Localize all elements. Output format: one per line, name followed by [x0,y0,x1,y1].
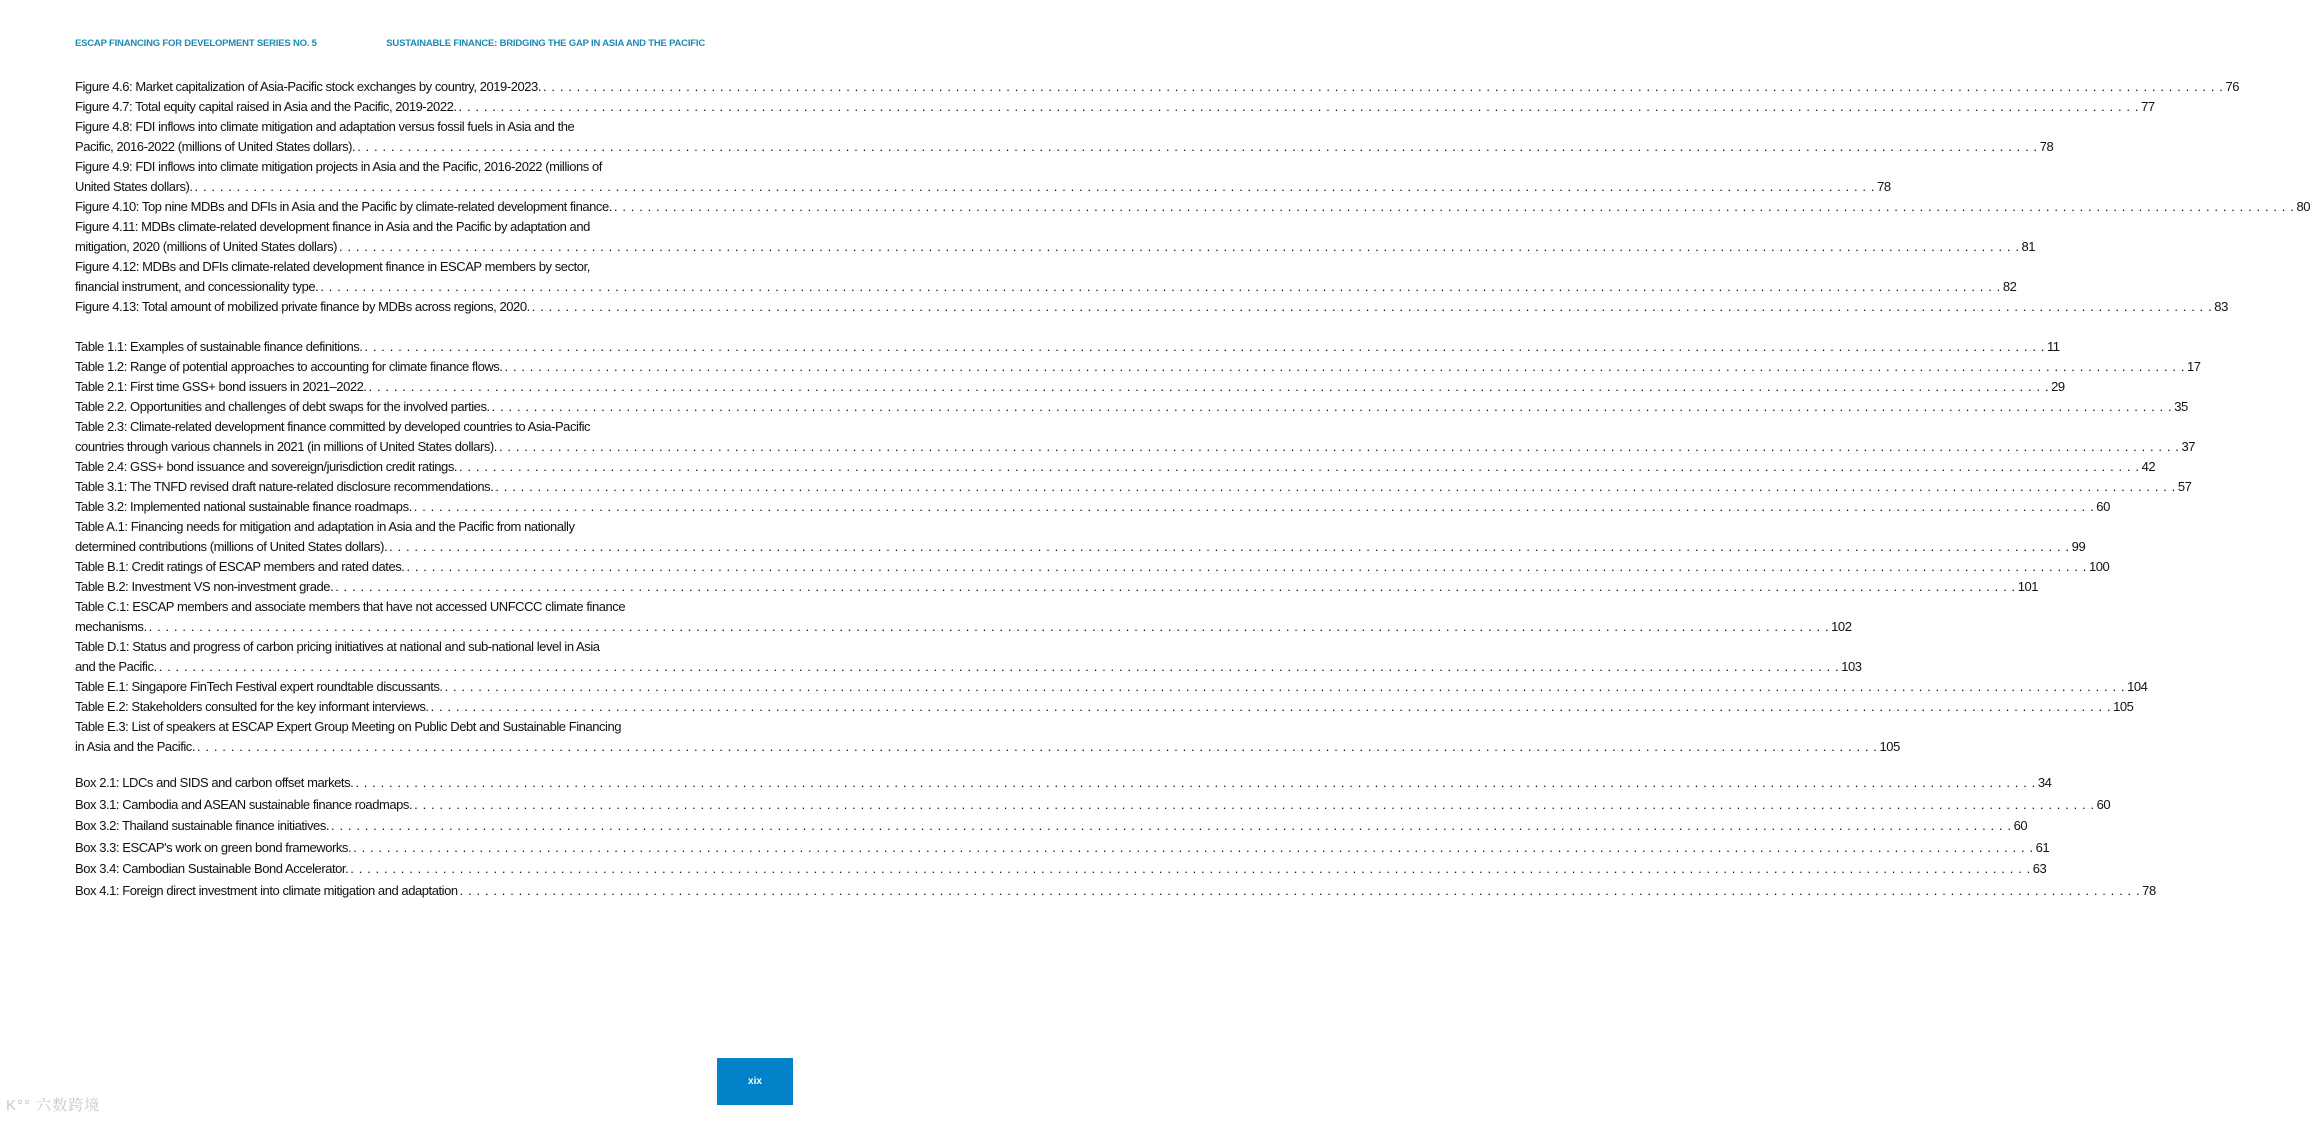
toc-entry[interactable] [75,772,2052,794]
toc-entry[interactable] [75,497,2110,517]
dot-leader: . . . . . . . . . . . . . . . . . . . . . . . . . . . . . . . . . . . . . . . . . . . . . . . . . . . . . . . . . . . . . . . . . . . . . . . . . . . . . . . . . . . . . . . . . . . . . . . . . . . . . . . . . . . . . . . . . . . . . . . . . . . . . . . . . . . . . . . . . . . . . . . . . . . . . . . . . . . . . . . . . . . . . . . . . . . . . . . . . . . . . . . . . . . . . . . . . . . . . . . . [339,239,2020,254]
toc-entry-page: 105 [1879,739,1900,754]
toc-entry-title: mitigation, 2020 (millions of United States dollars) [75,239,338,254]
toc-entry-page: 83 [2214,299,2228,314]
toc-entry[interactable] [75,197,2310,217]
dot-leader: . . . . . . . . . . . . . . . . . . . . . . . . . . . . . . . . . . . . . . . . . . . . . . . . . . . . . . . . . . . . . . . . . . . . . . . . . . . . . . . . . . . . . . . . . . . . . . . . . . . . . . . . . . . . . . . . . . . . . . . . . . . . . . . . . . . . . . . . . . . . . . . . . . . . . . . . . . . . . . . . . . . . . . . . . . . . . . . . . . . . . . . . . . . . . . . . . . . . . . . . [498,439,2180,454]
toc-entry-title: United States dollars). [75,179,193,194]
toc-entry-title: Figure 4.10: Top nine MDBs and DFIs in Asia and the Pacific by climate-related development finance. [75,199,612,214]
dot-leader: . . . . . . . . . . . . . . . . . . . . . . . . . . . . . . . . . . . . . . . . . . . . . . . . . . . . . . . . . . . . . . . . . . . . . . . . . . . . . . . . . . . . . . . . . . . . . . . . . . . . . . . . . . . . . . . . . . . . . . . . . . . . . . . . . . . . . . . . . . . . . . . . . . . . . . . . . . . . . . . . . . . . . . . . . . . . . . . . . . . . . . . . . . . . . . . . . . . . . . . . [350,861,2031,876]
toc-entry-page: 60 [2096,499,2110,514]
list-of-tables [75,337,2201,757]
toc-entry-line [75,197,2310,217]
dot-leader: . . . . . . . . . . . . . . . . . . . . . . . . . . . . . . . . . . . . . . . . . . . . . . . . . . . . . . . . . . . . . . . . . . . . . . . . . . . . . . . . . . . . . . . . . . . . . . . . . . . . . . . . . . . . . . . . . . . . . . . . . . . . . . . . . . . . . . . . . . . . . . . . . . . . . . . . . . . . . . . . . . . . . . . . . . . . . . . . . . . . . . . . . . . . . . . . . . . . . . . . [197,739,1878,754]
toc-entry-page: 29 [2051,379,2065,394]
toc-entry-line [75,637,717,657]
running-header-series: ESCAP FINANCING FOR DEVELOPMENT SERIES NO. 5 [75,38,317,49]
toc-entry-page: 80 [2296,199,2310,214]
toc-entry[interactable] [75,477,2192,497]
toc-entry[interactable] [75,257,2017,297]
toc-entry-line [75,77,2240,97]
toc-entry[interactable] [75,557,2110,577]
toc-entry-title: Figure 4.8: FDI inflows into climate mitigation and adaptation versus fossil fuels in Asia and the [75,119,575,134]
running-header-title: SUSTAINABLE FINANCE: BRIDGING THE GAP IN ASIA AND THE PACIFIC [386,38,705,49]
toc-entry-line [75,717,717,737]
toc-entry-line [75,837,2050,859]
toc-entry-line [75,697,2134,717]
toc-entry[interactable] [75,357,2201,377]
toc-entry-title: Box 4.1: Foreign direct investment into climate mitigation and adaptation [75,882,458,898]
toc-entry-title: in Asia and the Pacific. [75,739,195,754]
toc-entry-title: Table D.1: Status and progress of carbon pricing initiatives at national and sub-national level in Asia [75,639,600,654]
dot-leader: . . . . . . . . . . . . . . . . . . . . . . . . . . . . . . . . . . . . . . . . . . . . . . . . . . . . . . . . . . . . . . . . . . . . . . . . . . . . . . . . . . . . . . . . . . . . . . . . . . . . . . . . . . . . . . . . . . . . . . . . . . . . . . . . . . . . . . . . . . . . . . . . . . . . . . . . . . . . . . . . . . . . . . . . . . . . . . . . . . . . . . . . . . . . . . . . . . . . . . . . [444,679,2126,694]
toc-entry-line [75,437,2196,457]
toc-entry-line [75,517,717,537]
toc-entry-page: 81 [2021,239,2036,254]
toc-entry-line [75,880,2156,902]
toc-entry-line [75,177,1891,197]
toc-entry[interactable] [75,397,2188,417]
toc-entry-page: 61 [2035,839,2050,855]
watermark-logo: K°° 六数跨境 [6,1097,101,1114]
toc-entry[interactable] [75,880,2156,902]
toc-entry-page: 103 [1841,659,1862,674]
dot-leader: . . . . . . . . . . . . . . . . . . . . . . . . . . . . . . . . . . . . . . . . . . . . . . . . . . . . . . . . . . . . . . . . . . . . . . . . . . . . . . . . . . . . . . . . . . . . . . . . . . . . . . . . . . . . . . . . . . . . . . . . . . . . . . . . . . . . . . . . . . . . . . . . . . . . . . . . . . . . . . . . . . . . . . . . . . . . . . . . . . . . . . . . . . . . . . . . . . . . . . . . [459,459,2140,474]
toc-entry[interactable] [75,517,2086,557]
toc-entry-title: Figure 4.6: Market capitalization of Asia-Pacific stock exchanges by country, 2019-2023. [75,79,541,94]
toc-entry[interactable] [75,97,2155,117]
dot-leader: . . . . . . . . . . . . . . . . . . . . . . . . . . . . . . . . . . . . . . . . . . . . . . . . . . . . . . . . . . . . . . . . . . . . . . . . . . . . . . . . . . . . . . . . . . . . . . . . . . . . . . . . . . . . . . . . . . . . . . . . . . . . . . . . . . . . . . . . . . . . . . . . . . . . . . . . . . . . . . . . . . . . . . . . . . . . . . . . . . . . . . . . . . . . . . . . . . . . . . . . [368,379,2050,394]
toc-entry-line [75,577,2039,597]
toc-entry-page: 105 [2113,699,2134,714]
dot-leader: . . . . . . . . . . . . . . . . . . . . . . . . . . . . . . . . . . . . . . . . . . . . . . . . . . . . . . . . . . . . . . . . . . . . . . . . . . . . . . . . . . . . . . . . . . . . . . . . . . . . . . . . . . . . . . . . . . . . . . . . . . . . . . . . . . . . . . . . . . . . . . . . . . . . . . . . . . . . . . . . . . . . . . . . . . . . . . . . . . . . . . . . . . . . . . . . . . . . . . . . [613,199,2295,214]
list-of-boxes [75,772,2156,901]
toc-entry[interactable] [75,637,1862,677]
toc-entry-page: 104 [2127,679,2148,694]
dot-leader: . . . . . . . . . . . . . . . . . . . . . . . . . . . . . . . . . . . . . . . . . . . . . . . . . . . . . . . . . . . . . . . . . . . . . . . . . . . . . . . . . . . . . . . . . . . . . . . . . . . . . . . . . . . . . . . . . . . . . . . . . . . . . . . . . . . . . . . . . . . . . . . . . . . . . . . . . . . . . . . . . . . . . . . . . . . . . . . . . . . . . . . . . . . . . . . . . . . . . . . . [458,99,2140,114]
toc-entry[interactable] [75,697,2134,717]
toc-entry-page: 42 [2141,459,2156,474]
toc-entry-title: Box 3.3: ESCAP's work on green bond frameworks. [75,839,352,855]
dot-leader: . . . . . . . . . . . . . . . . . . . . . . . . . . . . . . . . . . . . . . . . . . . . . . . . . . . . . . . . . . . . . . . . . . . . . . . . . . . . . . . . . . . . . . . . . . . . . . . . . . . . . . . . . . . . . . . . . . . . . . . . . . . . . . . . . . . . . . . . . . . . . . . . . . . . . . . . . . . . . . . . . . . . . . . . . . . . . . . . . . . . . . . . . . . . . . . . . . . . . . . . [491,399,2173,414]
toc-entry-line [75,397,2188,417]
toc-entry-title: Box 2.1: LDCs and SIDS and carbon offset markets. [75,775,354,790]
toc-entry-title: Table E.3: List of speakers at ESCAP Expert Group Meeting on Public Debt and Sustainable Financing [75,719,622,734]
toc-entry-page: 100 [2088,559,2110,574]
dot-leader: . . . . . . . . . . . . . . . . . . . . . . . . . . . . . . . . . . . . . . . . . . . . . . . . . . . . . . . . . . . . . . . . . . . . . . . . . . . . . . . . . . . . . . . . . . . . . . . . . . . . . . . . . . . . . . . . . . . . . . . . . . . . . . . . . . . . . . . . . . . . . . . . . . . . . . . . . . . . . . . . . . . . . . . . . . . . . . . . . . . . . . . . . . . . . . . . . . . . . . . . [353,839,2034,855]
toc-entry-line [75,737,1900,757]
toc-entry-page: 78 [1877,179,1891,194]
toc-entry[interactable] [75,457,2156,477]
toc-entry[interactable] [75,858,2047,880]
toc-entry[interactable] [75,337,2060,357]
toc-entry-title: Pacific, 2016-2022 (millions of United States dollars). [75,139,356,154]
dot-leader: . . . . . . . . . . . . . . . . . . . . . . . . . . . . . . . . . . . . . . . . . . . . . . . . . . . . . . . . . . . . . . . . . . . . . . . . . . . . . . . . . . . . . . . . . . . . . . . . . . . . . . . . . . . . . . . . . . . . . . . . . . . . . . . . . . . . . . . . . . . . . . . . . . . . . . . . . . . . . . . . . . . . . . . . . . . . . . . . . . . . . . . . . . . . . . . . . . . . . . . . [355,775,2036,790]
toc-entry-line [75,677,2148,697]
dot-leader: . . . . . . . . . . . . . . . . . . . . . . . . . . . . . . . . . . . . . . . . . . . . . . . . . . . . . . . . . . . . . . . . . . . . . . . . . . . . . . . . . . . . . . . . . . . . . . . . . . . . . . . . . . . . . . . . . . . . . . . . . . . . . . . . . . . . . . . . . . . . . . . . . . . . . . . . . . . . . . . . . . . . . . . . . . . . . . . . . . . . . . . . . . . . . . . . . . . . . . . . [158,659,1840,674]
dot-leader: . . . . . . . . . . . . . . . . . . . . . . . . . . . . . . . . . . . . . . . . . . . . . . . . . . . . . . . . . . . . . . . . . . . . . . . . . . . . . . . . . . . . . . . . . . . . . . . . . . . . . . . . . . . . . . . . . . . . . . . . . . . . . . . . . . . . . . . . . . . . . . . . . . . . . . . . . . . . . . . . . . . . . . . . . . . . . . . . . . . . . . . . . . . . . . . . . . . . . . . . [320,279,2001,294]
dot-leader: . . . . . . . . . . . . . . . . . . . . . . . . . . . . . . . . . . . . . . . . . . . . . . . . . . . . . . . . . . . . . . . . . . . . . . . . . . . . . . . . . . . . . . . . . . . . . . . . . . . . . . . . . . . . . . . . . . . . . . . . . . . . . . . . . . . . . . . . . . . . . . . . . . . . . . . . . . . . . . . . . . . . . . . . . . . . . . . . . . . . . . . . . . . . . . . . . . . . . . . . [194,179,1876,194]
page-number: xix [717,1058,793,1105]
toc-entry-line [75,617,1852,637]
toc-entry-line [75,657,1862,677]
toc-entry[interactable] [75,837,2050,859]
toc-entry-line [75,794,2111,816]
toc-entry[interactable] [75,597,1852,637]
toc-entry-page: 77 [2141,99,2155,114]
toc-entry-title: Box 3.4: Cambodian Sustainable Bond Accelerator. [75,861,349,876]
dot-leader: . . . . . . . . . . . . . . . . . . . . . . . . . . . . . . . . . . . . . . . . . . . . . . . . . . . . . . . . . . . . . . . . . . . . . . . . . . . . . . . . . . . . . . . . . . . . . . . . . . . . . . . . . . . . . . . . . . . . . . . . . . . . . . . . . . . . . . . . . . . . . . . . . . . . . . . . . . . . . . . . . . . . . . . . . . . . . . . . . . . . . . . . . . . . . . . . . . . . . . . . [364,339,2045,354]
dot-leader: . . . . . . . . . . . . . . . . . . . . . . . . . . . . . . . . . . . . . . . . . . . . . . . . . . . . . . . . . . . . . . . . . . . . . . . . . . . . . . . . . . . . . . . . . . . . . . . . . . . . . . . . . . . . . . . . . . . . . . . . . . . . . . . . . . . . . . . . . . . . . . . . . . . . . . . . . . . . . . . . . . . . . . . . . . . . . . . . . . . . . . . . . . . . . . . . . . . . . . . . [331,818,2012,833]
toc-entry-line [75,597,717,617]
toc-entry-title: determined contributions (millions of United States dollars). [75,539,388,554]
toc-entry-title: Figure 4.9: FDI inflows into climate mitigation projects in Asia and the Pacific, 2016-2022 (millions of [75,159,602,174]
toc-entry-title: Table 3.2: Implemented national sustainable finance roadmaps. [75,499,412,514]
toc-entry-title: mechanisms. [75,619,147,634]
toc-entry-line [75,537,2086,557]
dot-leader: . . . . . . . . . . . . . . . . . . . . . . . . . . . . . . . . . . . . . . . . . . . . . . . . . . . . . . . . . . . . . . . . . . . . . . . . . . . . . . . . . . . . . . . . . . . . . . . . . . . . . . . . . . . . . . . . . . . . . . . . . . . . . . . . . . . . . . . . . . . . . . . . . . . . . . . . . . . . . . . . . . . . . . . . . . . . . . . . . . . . . . . . . . . . . . . . . . . . . . . . [495,479,2176,494]
toc-entry-page: 102 [1831,619,1852,634]
toc-entry-title: countries through various channels in 2021 (in millions of United States dollars). [75,439,497,454]
toc-entry-line [75,357,2201,377]
toc-entry-page: 35 [2174,399,2188,414]
toc-entry-title: Table 2.3: Climate-related development finance committed by developed countries to Asia-Pacific [75,419,591,434]
toc-entry-title: Table 2.4: GSS+ bond issuance and sovereign/jurisdiction credit ratings. [75,459,458,474]
toc-entry-line [75,337,2060,357]
dot-leader: . . . . . . . . . . . . . . . . . . . . . . . . . . . . . . . . . . . . . . . . . . . . . . . . . . . . . . . . . . . . . . . . . . . . . . . . . . . . . . . . . . . . . . . . . . . . . . . . . . . . . . . . . . . . . . . . . . . . . . . . . . . . . . . . . . . . . . . . . . . . . . . . . . . . . . . . . . . . . . . . . . . . . . . . . . . . . . . . . . . . . . . . . . . . . . . . . . . . . . . . [504,359,2186,374]
dot-leader: . . . . . . . . . . . . . . . . . . . . . . . . . . . . . . . . . . . . . . . . . . . . . . . . . . . . . . . . . . . . . . . . . . . . . . . . . . . . . . . . . . . . . . . . . . . . . . . . . . . . . . . . . . . . . . . . . . . . . . . . . . . . . . . . . . . . . . . . . . . . . . . . . . . . . . . . . . . . . . . . . . . . . . . . . . . . . . . . . . . . . . . . . . . . . . . . . . . . . . . . [335,579,2016,594]
toc-entry-title: Table 3.1: The TNFD revised draft nature-related disclosure recommendations. [75,479,494,494]
toc-entry[interactable] [75,377,2065,397]
toc-entry-line [75,297,2228,317]
toc-entry-page: 101 [2017,579,2039,594]
toc-entry-line [75,237,2036,257]
toc-entry-line [75,815,2028,837]
toc-entry-line [75,377,2065,397]
toc-entry-page: 11 [2046,339,2060,354]
toc-entry[interactable] [75,417,2196,457]
toc-entry-title: Figure 4.12: MDBs and DFIs climate-related development finance in ESCAP members by sector, [75,259,590,274]
dot-leader: . . . . . . . . . . . . . . . . . . . . . . . . . . . . . . . . . . . . . . . . . . . . . . . . . . . . . . . . . . . . . . . . . . . . . . . . . . . . . . . . . . . . . . . . . . . . . . . . . . . . . . . . . . . . . . . . . . . . . . . . . . . . . . . . . . . . . . . . . . . . . . . . . . . . . . . . . . . . . . . . . . . . . . . . . . . . . . . . . . . . . . . . . . . . . . . . . . . . . . . . [542,79,2224,94]
toc-entry-title: Table E.2: Stakeholders consulted for the key informant interviews. [75,699,429,714]
toc-entry[interactable] [75,815,2028,837]
toc-entry-page: 60 [2013,818,2028,833]
toc-entry[interactable] [75,217,2036,257]
toc-entry-title: Figure 4.13: Total amount of mobilized private finance by MDBs across regions, 2020. [75,299,530,314]
toc-entry-title: Box 3.2: Thailand sustainable finance initiatives. [75,818,330,833]
dot-leader: . . . . . . . . . . . . . . . . . . . . . . . . . . . . . . . . . . . . . . . . . . . . . . . . . . . . . . . . . . . . . . . . . . . . . . . . . . . . . . . . . . . . . . . . . . . . . . . . . . . . . . . . . . . . . . . . . . . . . . . . . . . . . . . . . . . . . . . . . . . . . . . . . . . . . . . . . . . . . . . . . . . . . . . . . . . . . . . . . . . . . . . . . . . . . . . . . . . . . . . . [389,539,2070,554]
watermark-text: 六数跨境 [36,1097,101,1114]
toc-entry[interactable] [75,117,2054,157]
toc-entry-line [75,557,2110,577]
toc-entry-page: 63 [2032,861,2047,876]
toc-entry[interactable] [75,77,2240,97]
toc-entry-page: 57 [2177,479,2192,494]
toc-entry-title: Table C.1: ESCAP members and associate members that have not accessed UNFCCC climate finance [75,599,626,614]
toc-entry-line [75,277,2017,297]
toc-entry-title: Table E.1: Singapore FinTech Festival expert roundtable discussants. [75,679,443,694]
dot-leader: . . . . . . . . . . . . . . . . . . . . . . . . . . . . . . . . . . . . . . . . . . . . . . . . . . . . . . . . . . . . . . . . . . . . . . . . . . . . . . . . . . . . . . . . . . . . . . . . . . . . . . . . . . . . . . . . . . . . . . . . . . . . . . . . . . . . . . . . . . . . . . . . . . . . . . . . . . . . . . . . . . . . . . . . . . . . . . . . . . . . . . . . . . . . . . . . . . . . . . . . [148,619,1830,634]
dot-leader: . . . . . . . . . . . . . . . . . . . . . . . . . . . . . . . . . . . . . . . . . . . . . . . . . . . . . . . . . . . . . . . . . . . . . . . . . . . . . . . . . . . . . . . . . . . . . . . . . . . . . . . . . . . . . . . . . . . . . . . . . . . . . . . . . . . . . . . . . . . . . . . . . . . . . . . . . . . . . . . . . . . . . . . . . . . . . . . . . . . . . . . . . . . . . . . . . . . . . . . . [413,499,2095,514]
toc-entry-title: Figure 4.11: MDBs climate-related development finance in Asia and the Pacific by adaptation and [75,219,590,234]
dot-leader: . . . . . . . . . . . . . . . . . . . . . . . . . . . . . . . . . . . . . . . . . . . . . . . . . . . . . . . . . . . . . . . . . . . . . . . . . . . . . . . . . . . . . . . . . . . . . . . . . . . . . . . . . . . . . . . . . . . . . . . . . . . . . . . . . . . . . . . . . . . . . . . . . . . . . . . . . . . . . . . . . . . . . . . . . . . . . . . . . . . . . . . . . . . . . . . . . . . . . . . . [459,882,2141,898]
toc-entry-title: Table 2.1: First time GSS+ bond issuers in 2021–2022. [75,379,367,394]
toc-entry[interactable] [75,157,1891,197]
toc-entry-line [75,457,2156,477]
toc-entry-title: Table 1.1: Examples of sustainable finance definitions. [75,339,363,354]
toc-entry-line [75,97,2155,117]
toc-entry-line [75,417,717,437]
toc-entry-line [75,217,717,237]
toc-entry-page: 78 [2142,882,2156,898]
toc-entry-page: 76 [2225,79,2240,94]
toc-entry-title: Table 2.2. Opportunities and challenges of debt swaps for the involved parties. [75,399,490,414]
toc-entry-title: Figure 4.7: Total equity capital raised in Asia and the Pacific, 2019-2022. [75,99,457,114]
toc-entry-page: 37 [2181,439,2196,454]
toc-entry-title: financial instrument, and concessionality type. [75,279,319,294]
toc-entry[interactable] [75,677,2148,697]
toc-entry-title: Table A.1: Financing needs for mitigation and adaptation in Asia and the Pacific from nationally [75,519,575,534]
toc-entry-title: and the Pacific. [75,659,157,674]
toc-entry-title: Table B.2: Investment VS non-investment grade. [75,579,334,594]
toc-entry-line [75,257,717,277]
toc-entry-title: Box 3.1: Cambodia and ASEAN sustainable finance roadmaps. [75,796,413,812]
toc-entry-line [75,772,2052,794]
dot-leader: . . . . . . . . . . . . . . . . . . . . . . . . . . . . . . . . . . . . . . . . . . . . . . . . . . . . . . . . . . . . . . . . . . . . . . . . . . . . . . . . . . . . . . . . . . . . . . . . . . . . . . . . . . . . . . . . . . . . . . . . . . . . . . . . . . . . . . . . . . . . . . . . . . . . . . . . . . . . . . . . . . . . . . . . . . . . . . . . . . . . . . . . . . . . . . . . . . . . . . . . [414,796,2095,812]
toc-entry-page: 34 [2037,775,2052,790]
dot-leader: . . . . . . . . . . . . . . . . . . . . . . . . . . . . . . . . . . . . . . . . . . . . . . . . . . . . . . . . . . . . . . . . . . . . . . . . . . . . . . . . . . . . . . . . . . . . . . . . . . . . . . . . . . . . . . . . . . . . . . . . . . . . . . . . . . . . . . . . . . . . . . . . . . . . . . . . . . . . . . . . . . . . . . . . . . . . . . . . . . . . . . . . . . . . . . . . . . . . . . . . [531,299,2213,314]
toc-entry-page: 78 [2039,139,2054,154]
toc-entry-page: 17 [2187,359,2201,374]
dot-leader: . . . . . . . . . . . . . . . . . . . . . . . . . . . . . . . . . . . . . . . . . . . . . . . . . . . . . . . . . . . . . . . . . . . . . . . . . . . . . . . . . . . . . . . . . . . . . . . . . . . . . . . . . . . . . . . . . . . . . . . . . . . . . . . . . . . . . . . . . . . . . . . . . . . . . . . . . . . . . . . . . . . . . . . . . . . . . . . . . . . . . . . . . . . . . . . . . . . . . . . . [357,139,2038,154]
toc-entry[interactable] [75,794,2111,816]
toc-entry-page: 82 [2002,279,2017,294]
toc-entry-line [75,137,2054,157]
dot-leader: . . . . . . . . . . . . . . . . . . . . . . . . . . . . . . . . . . . . . . . . . . . . . . . . . . . . . . . . . . . . . . . . . . . . . . . . . . . . . . . . . . . . . . . . . . . . . . . . . . . . . . . . . . . . . . . . . . . . . . . . . . . . . . . . . . . . . . . . . . . . . . . . . . . . . . . . . . . . . . . . . . . . . . . . . . . . . . . . . . . . . . . . . . . . . . . . . . . . . . . . [430,699,2112,714]
toc-entry[interactable] [75,297,2228,317]
toc-entry[interactable] [75,577,2039,597]
list-of-figures [75,77,2310,317]
toc-entry-page: 99 [2071,539,2086,554]
toc-entry-title: Table B.1: Credit ratings of ESCAP members and rated dates. [75,559,405,574]
toc-entry-line [75,477,2192,497]
toc-entry-line [75,497,2110,517]
toc-entry-line [75,157,717,177]
dot-leader: . . . . . . . . . . . . . . . . . . . . . . . . . . . . . . . . . . . . . . . . . . . . . . . . . . . . . . . . . . . . . . . . . . . . . . . . . . . . . . . . . . . . . . . . . . . . . . . . . . . . . . . . . . . . . . . . . . . . . . . . . . . . . . . . . . . . . . . . . . . . . . . . . . . . . . . . . . . . . . . . . . . . . . . . . . . . . . . . . . . . . . . . . . . . . . . . . . . . . . . . [406,559,2087,574]
toc-entry-line [75,117,717,137]
toc-entry[interactable] [75,717,1900,757]
toc-entry-line [75,858,2047,880]
toc-entry-page: 60 [2096,796,2111,812]
toc-entry-title: Table 1.2: Range of potential approaches to accounting for climate finance flows. [75,359,503,374]
